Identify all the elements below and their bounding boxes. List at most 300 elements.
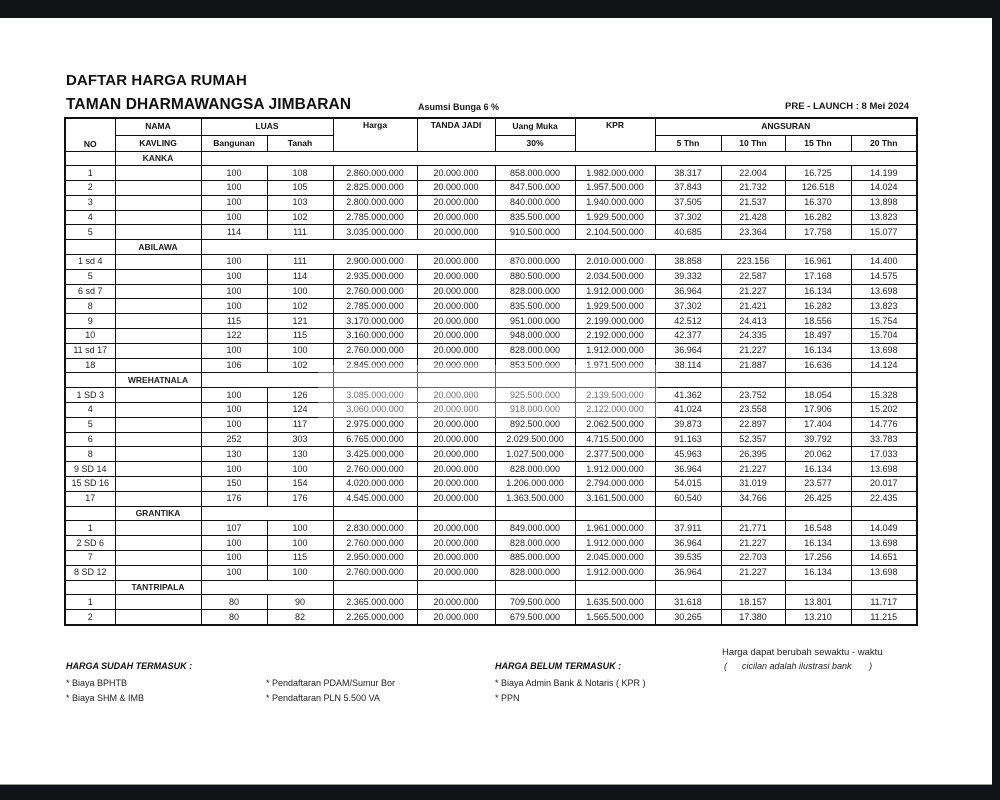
group-blank bbox=[495, 580, 575, 595]
cell-bangunan: 106 bbox=[201, 358, 267, 373]
group-name: ABILAWA bbox=[115, 240, 201, 255]
group-blank bbox=[575, 506, 655, 521]
cell-angsuran-15: 16.636 bbox=[785, 358, 851, 373]
header-angsuran: ANGSURAN bbox=[655, 118, 917, 135]
cell-harga: 2.935.000.000 bbox=[333, 269, 417, 284]
cell-harga: 3.035.000.000 bbox=[333, 225, 417, 240]
cell-no: 6 sd 7 bbox=[65, 284, 115, 299]
group-blank bbox=[655, 506, 721, 521]
group-blank bbox=[201, 240, 495, 255]
cell-uang-muka: 858.000.000 bbox=[495, 166, 575, 181]
cell-angsuran-15: 17.758 bbox=[785, 225, 851, 240]
cell-angsuran-15: 13.210 bbox=[785, 610, 851, 625]
cell-angsuran-10: 24.335 bbox=[721, 329, 785, 344]
cell-uang-muka: 885.000.000 bbox=[495, 551, 575, 566]
price-change-note: Harga dapat berubah sewaktu - waktu bbox=[722, 647, 883, 658]
cell-angsuran-5: 39.332 bbox=[655, 269, 721, 284]
cell-angsuran-10: 223.156 bbox=[721, 255, 785, 270]
cell-uang-muka: 840.000.000 bbox=[495, 195, 575, 210]
group-row bbox=[65, 580, 917, 595]
cell-no: 5 bbox=[65, 417, 115, 432]
cell-kavling bbox=[115, 181, 201, 196]
cell-kpr: 1.912.000.000 bbox=[575, 462, 655, 477]
cell-angsuran-5: 39.873 bbox=[655, 417, 721, 432]
table-row bbox=[65, 210, 917, 225]
cell-harga: 2.825.000.000 bbox=[333, 181, 417, 196]
cell-angsuran-5: 37.505 bbox=[655, 195, 721, 210]
table-row bbox=[65, 329, 917, 344]
cell-angsuran-5: 36.964 bbox=[655, 462, 721, 477]
cell-angsuran-20: 13.698 bbox=[851, 284, 917, 299]
cell-kpr: 1.912.000.000 bbox=[575, 565, 655, 580]
cell-angsuran-5: 42.512 bbox=[655, 314, 721, 329]
cell-uang-muka: 835.500.000 bbox=[495, 299, 575, 314]
cell-bangunan: 100 bbox=[201, 181, 267, 196]
cell-tanah: 102 bbox=[267, 358, 333, 373]
group-blank bbox=[201, 506, 333, 521]
cell-kpr: 2.034.500.000 bbox=[575, 269, 655, 284]
cell-uang-muka: 948.000.000 bbox=[495, 329, 575, 344]
cell-no: 1 sd 4 bbox=[65, 255, 115, 270]
cell-tanah: 100 bbox=[267, 284, 333, 299]
cell-harga: 2.900.000.000 bbox=[333, 255, 417, 270]
cell-kpr: 1.982.000.000 bbox=[575, 166, 655, 181]
cell-kpr: 2.010.000.000 bbox=[575, 255, 655, 270]
cell-tanah: 115 bbox=[267, 551, 333, 566]
cell-kavling bbox=[115, 565, 201, 580]
cell-angsuran-20: 13.898 bbox=[851, 195, 917, 210]
cell-kpr: 1.957.500.000 bbox=[575, 181, 655, 196]
cell-uang-muka: 2.029.500.000 bbox=[495, 432, 575, 447]
cell-kpr: 2.192.000.000 bbox=[575, 329, 655, 344]
cell-kavling bbox=[115, 388, 201, 403]
cell-kavling bbox=[115, 447, 201, 462]
cell-angsuran-20: 13.698 bbox=[851, 343, 917, 358]
cell-bangunan: 100 bbox=[201, 536, 267, 551]
cell-angsuran-15: 16.134 bbox=[785, 565, 851, 580]
cell-angsuran-15: 16.282 bbox=[785, 210, 851, 225]
cell-tanah: 124 bbox=[267, 403, 333, 418]
cell-harga: 3.170.000.000 bbox=[333, 314, 417, 329]
cell-angsuran-10: 31.019 bbox=[721, 477, 785, 492]
cell-angsuran-10: 22.897 bbox=[721, 417, 785, 432]
group-blank bbox=[417, 373, 495, 388]
cell-tanah: 154 bbox=[267, 477, 333, 492]
cell-angsuran-20: 14.199 bbox=[851, 166, 917, 181]
group-blank bbox=[495, 506, 575, 521]
cell-bangunan: 100 bbox=[201, 195, 267, 210]
cell-harga: 2.800.000.000 bbox=[333, 195, 417, 210]
cell-angsuran-20: 22.435 bbox=[851, 491, 917, 506]
cell-uang-muka: 925.500.000 bbox=[495, 388, 575, 403]
table-row bbox=[65, 343, 917, 358]
cell-kavling bbox=[115, 610, 201, 625]
table-row bbox=[65, 447, 917, 462]
cell-uang-muka: 828.000.000 bbox=[495, 284, 575, 299]
cell-tanah: 105 bbox=[267, 181, 333, 196]
cell-tanah: 100 bbox=[267, 565, 333, 580]
cell-no: 1 bbox=[65, 521, 115, 536]
cell-angsuran-10: 21.537 bbox=[721, 195, 785, 210]
cell-bangunan: 80 bbox=[201, 595, 267, 610]
group-no-cell bbox=[65, 373, 115, 388]
group-blank bbox=[655, 373, 721, 388]
cell-angsuran-15: 16.134 bbox=[785, 284, 851, 299]
cell-angsuran-5: 91.163 bbox=[655, 432, 721, 447]
cell-tanda-jadi: 20.000.000 bbox=[417, 462, 495, 477]
cell-angsuran-20: 15.202 bbox=[851, 403, 917, 418]
included-item: * Biaya SHM & IMB bbox=[66, 693, 145, 703]
cell-tanah: 111 bbox=[267, 255, 333, 270]
cell-kpr: 2.062.500.000 bbox=[575, 417, 655, 432]
cell-tanah: 103 bbox=[267, 195, 333, 210]
group-blank bbox=[417, 580, 495, 595]
group-blank bbox=[785, 506, 851, 521]
cell-kavling bbox=[115, 284, 201, 299]
table-row bbox=[65, 610, 917, 625]
included-item: * Pendaftaran PDAM/Sumur Bor bbox=[266, 678, 396, 688]
cell-uang-muka: 892.500.000 bbox=[495, 417, 575, 432]
cell-tanda-jadi: 20.000.000 bbox=[417, 299, 495, 314]
cell-angsuran-15: 17.168 bbox=[785, 269, 851, 284]
cell-tanda-jadi: 20.000.000 bbox=[417, 314, 495, 329]
group-blank bbox=[201, 373, 333, 388]
cell-angsuran-15: 17.906 bbox=[785, 403, 851, 418]
header-no: NO bbox=[65, 118, 115, 151]
cell-harga: 3.425.000.000 bbox=[333, 447, 417, 462]
cell-tanda-jadi: 20.000.000 bbox=[417, 551, 495, 566]
cell-tanda-jadi: 20.000.000 bbox=[417, 210, 495, 225]
group-row bbox=[65, 151, 917, 166]
table-row bbox=[65, 225, 917, 240]
cell-angsuran-10: 21.227 bbox=[721, 536, 785, 551]
cell-kavling bbox=[115, 403, 201, 418]
cell-angsuran-20: 13.823 bbox=[851, 210, 917, 225]
cell-kpr: 1.912.000.000 bbox=[575, 284, 655, 299]
included-heading: HARGA SUDAH TERMASUK : bbox=[66, 661, 193, 671]
cell-uang-muka: 849.000.000 bbox=[495, 521, 575, 536]
cell-angsuran-20: 20.017 bbox=[851, 477, 917, 492]
header-uang-muka-pct: 30% bbox=[495, 135, 575, 151]
cell-no: 9 SD 14 bbox=[65, 462, 115, 477]
table-row bbox=[65, 255, 917, 270]
cell-uang-muka: 910.500.000 bbox=[495, 225, 575, 240]
cell-kavling bbox=[115, 477, 201, 492]
cell-angsuran-10: 22.587 bbox=[721, 269, 785, 284]
cell-angsuran-10: 21.227 bbox=[721, 343, 785, 358]
cell-no: 8 bbox=[65, 447, 115, 462]
cell-angsuran-10: 22.004 bbox=[721, 166, 785, 181]
group-blank bbox=[495, 240, 917, 255]
header-15-thn: 15 Thn bbox=[785, 135, 851, 151]
group-blank bbox=[417, 506, 495, 521]
interest-assumption: Asumsi Bunga 6 % bbox=[418, 102, 500, 112]
cell-harga: 3.085.000.000 bbox=[333, 388, 417, 403]
cell-tanah: 117 bbox=[267, 417, 333, 432]
group-name: KANKA bbox=[115, 151, 201, 166]
cell-bangunan: 176 bbox=[201, 491, 267, 506]
cell-tanda-jadi: 20.000.000 bbox=[417, 343, 495, 358]
cell-tanda-jadi: 20.000.000 bbox=[417, 403, 495, 418]
cell-angsuran-10: 21.771 bbox=[721, 521, 785, 536]
cell-bangunan: 100 bbox=[201, 403, 267, 418]
cell-kpr: 1.940.000.000 bbox=[575, 195, 655, 210]
cell-bangunan: 114 bbox=[201, 225, 267, 240]
cell-tanah: 100 bbox=[267, 462, 333, 477]
cell-no: 5 bbox=[65, 269, 115, 284]
cell-angsuran-10: 21.887 bbox=[721, 358, 785, 373]
cell-tanda-jadi: 20.000.000 bbox=[417, 195, 495, 210]
group-blank bbox=[785, 580, 851, 595]
cell-harga: 2.785.000.000 bbox=[333, 299, 417, 314]
cell-bangunan: 130 bbox=[201, 447, 267, 462]
table-row bbox=[65, 462, 917, 477]
cell-harga: 2.760.000.000 bbox=[333, 343, 417, 358]
cell-angsuran-20: 15.077 bbox=[851, 225, 917, 240]
included-item: * Biaya BPHTB bbox=[66, 678, 128, 688]
cell-angsuran-10: 18.157 bbox=[721, 595, 785, 610]
table-row bbox=[65, 417, 917, 432]
cell-kpr: 2.139.500.000 bbox=[575, 388, 655, 403]
cell-angsuran-15: 16.548 bbox=[785, 521, 851, 536]
group-no-cell bbox=[65, 506, 115, 521]
cell-kavling bbox=[115, 269, 201, 284]
table-row bbox=[65, 521, 917, 536]
cell-kpr: 2.104.500.000 bbox=[575, 225, 655, 240]
cell-angsuran-20: 15.754 bbox=[851, 314, 917, 329]
cell-bangunan: 100 bbox=[201, 255, 267, 270]
cell-uang-muka: 951.000.000 bbox=[495, 314, 575, 329]
cell-angsuran-15: 16.961 bbox=[785, 255, 851, 270]
cell-bangunan: 100 bbox=[201, 269, 267, 284]
cell-angsuran-10: 26.395 bbox=[721, 447, 785, 462]
cell-angsuran-10: 21.227 bbox=[721, 284, 785, 299]
cell-angsuran-20: 14.124 bbox=[851, 358, 917, 373]
cell-tanah: 100 bbox=[267, 521, 333, 536]
cell-tanah: 303 bbox=[267, 432, 333, 447]
cell-kavling bbox=[115, 299, 201, 314]
table-row bbox=[65, 269, 917, 284]
cell-bangunan: 100 bbox=[201, 343, 267, 358]
cell-angsuran-5: 37.302 bbox=[655, 210, 721, 225]
cell-angsuran-20: 11.215 bbox=[851, 610, 917, 625]
cell-angsuran-15: 17.404 bbox=[785, 417, 851, 432]
cell-kpr: 3.161.500.000 bbox=[575, 491, 655, 506]
cell-angsuran-20: 14.049 bbox=[851, 521, 917, 536]
cell-kpr: 1.929.500.000 bbox=[575, 210, 655, 225]
header-uang-muka: Uang Muka bbox=[495, 118, 575, 135]
cell-kavling bbox=[115, 417, 201, 432]
cell-kavling bbox=[115, 521, 201, 536]
cell-bangunan: 100 bbox=[201, 299, 267, 314]
cell-no: 2 SD 6 bbox=[65, 536, 115, 551]
cell-angsuran-20: 15.328 bbox=[851, 388, 917, 403]
cell-kavling bbox=[115, 195, 201, 210]
cell-kpr: 1.912.000.000 bbox=[575, 343, 655, 358]
cell-angsuran-10: 24.413 bbox=[721, 314, 785, 329]
cell-tanda-jadi: 20.000.000 bbox=[417, 432, 495, 447]
group-blank bbox=[721, 506, 785, 521]
cell-kavling bbox=[115, 225, 201, 240]
group-name: GRANTIKA bbox=[115, 506, 201, 521]
cell-angsuran-15: 16.282 bbox=[785, 299, 851, 314]
cell-bangunan: 107 bbox=[201, 521, 267, 536]
cell-no: 6 bbox=[65, 432, 115, 447]
table-row bbox=[65, 551, 917, 566]
cell-tanah: 176 bbox=[267, 491, 333, 506]
cell-uang-muka: 870.000.000 bbox=[495, 255, 575, 270]
cell-angsuran-15: 18.497 bbox=[785, 329, 851, 344]
cell-kavling bbox=[115, 166, 201, 181]
group-blank bbox=[201, 151, 917, 166]
cell-angsuran-20: 14.400 bbox=[851, 255, 917, 270]
cell-no: 3 bbox=[65, 195, 115, 210]
cell-angsuran-10: 17.380 bbox=[721, 610, 785, 625]
cell-uang-muka: 828.000.000 bbox=[495, 462, 575, 477]
cell-tanda-jadi: 20.000.000 bbox=[417, 610, 495, 625]
table-row bbox=[65, 299, 917, 314]
group-blank bbox=[333, 580, 417, 595]
header-bangunan: Bangunan bbox=[201, 135, 267, 151]
cell-tanda-jadi: 20.000.000 bbox=[417, 225, 495, 240]
cell-angsuran-5: 40.685 bbox=[655, 225, 721, 240]
cell-kpr: 4.715.500.000 bbox=[575, 432, 655, 447]
cell-angsuran-15: 26.425 bbox=[785, 491, 851, 506]
cell-angsuran-10: 23.364 bbox=[721, 225, 785, 240]
group-no-cell bbox=[65, 240, 115, 255]
cell-tanda-jadi: 20.000.000 bbox=[417, 255, 495, 270]
cell-no: 8 bbox=[65, 299, 115, 314]
cell-tanah: 111 bbox=[267, 225, 333, 240]
cell-no: 7 bbox=[65, 551, 115, 566]
table-row bbox=[65, 595, 917, 610]
header-tanah: Tanah bbox=[267, 135, 333, 151]
cell-kavling bbox=[115, 358, 201, 373]
table-row bbox=[65, 432, 917, 447]
cell-kavling bbox=[115, 432, 201, 447]
cell-no: 2 bbox=[65, 610, 115, 625]
cell-no: 18 bbox=[65, 358, 115, 373]
cell-kavling bbox=[115, 329, 201, 344]
cell-angsuran-5: 54.015 bbox=[655, 477, 721, 492]
group-no-cell bbox=[65, 151, 115, 166]
document-title: DAFTAR HARGA RUMAH bbox=[66, 72, 247, 89]
group-blank bbox=[721, 373, 785, 388]
table-row bbox=[65, 358, 917, 373]
cell-angsuran-20: 14.575 bbox=[851, 269, 917, 284]
cell-kpr: 2.794.000.000 bbox=[575, 477, 655, 492]
group-row bbox=[65, 506, 917, 521]
cell-no: 4 bbox=[65, 210, 115, 225]
cell-harga: 2.760.000.000 bbox=[333, 565, 417, 580]
cell-angsuran-15: 16.134 bbox=[785, 536, 851, 551]
cell-harga: 4.545.000.000 bbox=[333, 491, 417, 506]
header-tanda-jadi: TANDA JADI bbox=[417, 118, 495, 151]
cell-bangunan: 100 bbox=[201, 284, 267, 299]
cell-tanda-jadi: 20.000.000 bbox=[417, 447, 495, 462]
cell-harga: 2.760.000.000 bbox=[333, 536, 417, 551]
cell-angsuran-20: 11.717 bbox=[851, 595, 917, 610]
table-row bbox=[65, 314, 917, 329]
cell-uang-muka: 828.000.000 bbox=[495, 536, 575, 551]
cell-tanah: 100 bbox=[267, 536, 333, 551]
cell-angsuran-5: 37.843 bbox=[655, 181, 721, 196]
cell-angsuran-15: 16.134 bbox=[785, 343, 851, 358]
cell-tanda-jadi: 20.000.000 bbox=[417, 166, 495, 181]
cell-tanah: 115 bbox=[267, 329, 333, 344]
cell-angsuran-15: 16.134 bbox=[785, 462, 851, 477]
cell-angsuran-15: 18.054 bbox=[785, 388, 851, 403]
cell-angsuran-5: 38.114 bbox=[655, 358, 721, 373]
installment-note: ( cicilan adalah ilustrasi bank ) bbox=[724, 661, 873, 671]
included-item: * Pendaftaran PLN 5.500 VA bbox=[266, 693, 380, 703]
cell-bangunan: 100 bbox=[201, 551, 267, 566]
cell-tanda-jadi: 20.000.000 bbox=[417, 536, 495, 551]
cell-uang-muka: 828.000.000 bbox=[495, 565, 575, 580]
cell-tanah: 114 bbox=[267, 269, 333, 284]
cell-harga: 2.845.000.000 bbox=[333, 358, 417, 373]
excluded-item: * PPN bbox=[495, 693, 520, 703]
cell-no: 11 sd 17 bbox=[65, 343, 115, 358]
cell-tanda-jadi: 20.000.000 bbox=[417, 329, 495, 344]
group-no-cell bbox=[65, 580, 115, 595]
table-row bbox=[65, 181, 917, 196]
cell-uang-muka: 835.500.000 bbox=[495, 210, 575, 225]
header-10-thn: 10 Thn bbox=[721, 135, 785, 151]
cell-uang-muka: 880.500.000 bbox=[495, 269, 575, 284]
cell-tanda-jadi: 20.000.000 bbox=[417, 284, 495, 299]
cell-harga: 6.765.000.000 bbox=[333, 432, 417, 447]
cell-angsuran-15: 126.518 bbox=[785, 181, 851, 196]
cell-angsuran-15: 39.792 bbox=[785, 432, 851, 447]
cell-harga: 2.830.000.000 bbox=[333, 521, 417, 536]
cell-no: 15 SD 16 bbox=[65, 477, 115, 492]
cell-harga: 2.950.000.000 bbox=[333, 551, 417, 566]
cell-harga: 3.160.000.000 bbox=[333, 329, 417, 344]
cell-angsuran-20: 14.024 bbox=[851, 181, 917, 196]
cell-bangunan: 80 bbox=[201, 610, 267, 625]
group-blank bbox=[851, 373, 917, 388]
cell-angsuran-20: 14.776 bbox=[851, 417, 917, 432]
cell-angsuran-10: 34.766 bbox=[721, 491, 785, 506]
group-blank bbox=[851, 580, 917, 595]
group-blank bbox=[851, 506, 917, 521]
cell-angsuran-5: 37.911 bbox=[655, 521, 721, 536]
cell-angsuran-20: 13.698 bbox=[851, 536, 917, 551]
cell-harga: 2.785.000.000 bbox=[333, 210, 417, 225]
cell-angsuran-10: 21.227 bbox=[721, 462, 785, 477]
cell-uang-muka: 679.500.000 bbox=[495, 610, 575, 625]
group-row bbox=[65, 373, 917, 388]
cell-angsuran-10: 23.558 bbox=[721, 403, 785, 418]
cell-angsuran-5: 30.265 bbox=[655, 610, 721, 625]
cell-angsuran-10: 21.421 bbox=[721, 299, 785, 314]
cell-tanda-jadi: 20.000.000 bbox=[417, 565, 495, 580]
cell-bangunan: 100 bbox=[201, 388, 267, 403]
cell-no: 17 bbox=[65, 491, 115, 506]
header-luas: LUAS bbox=[201, 118, 333, 135]
cell-tanda-jadi: 20.000.000 bbox=[417, 388, 495, 403]
cell-bangunan: 100 bbox=[201, 462, 267, 477]
header-harga: Harga bbox=[333, 118, 417, 151]
group-blank bbox=[785, 373, 851, 388]
cell-tanda-jadi: 20.000.000 bbox=[417, 181, 495, 196]
cell-harga: 2.975.000.000 bbox=[333, 417, 417, 432]
cell-angsuran-20: 14.651 bbox=[851, 551, 917, 566]
cell-uang-muka: 1.206.000.000 bbox=[495, 477, 575, 492]
cell-no: 1 SD 3 bbox=[65, 388, 115, 403]
cell-angsuran-10: 22.703 bbox=[721, 551, 785, 566]
